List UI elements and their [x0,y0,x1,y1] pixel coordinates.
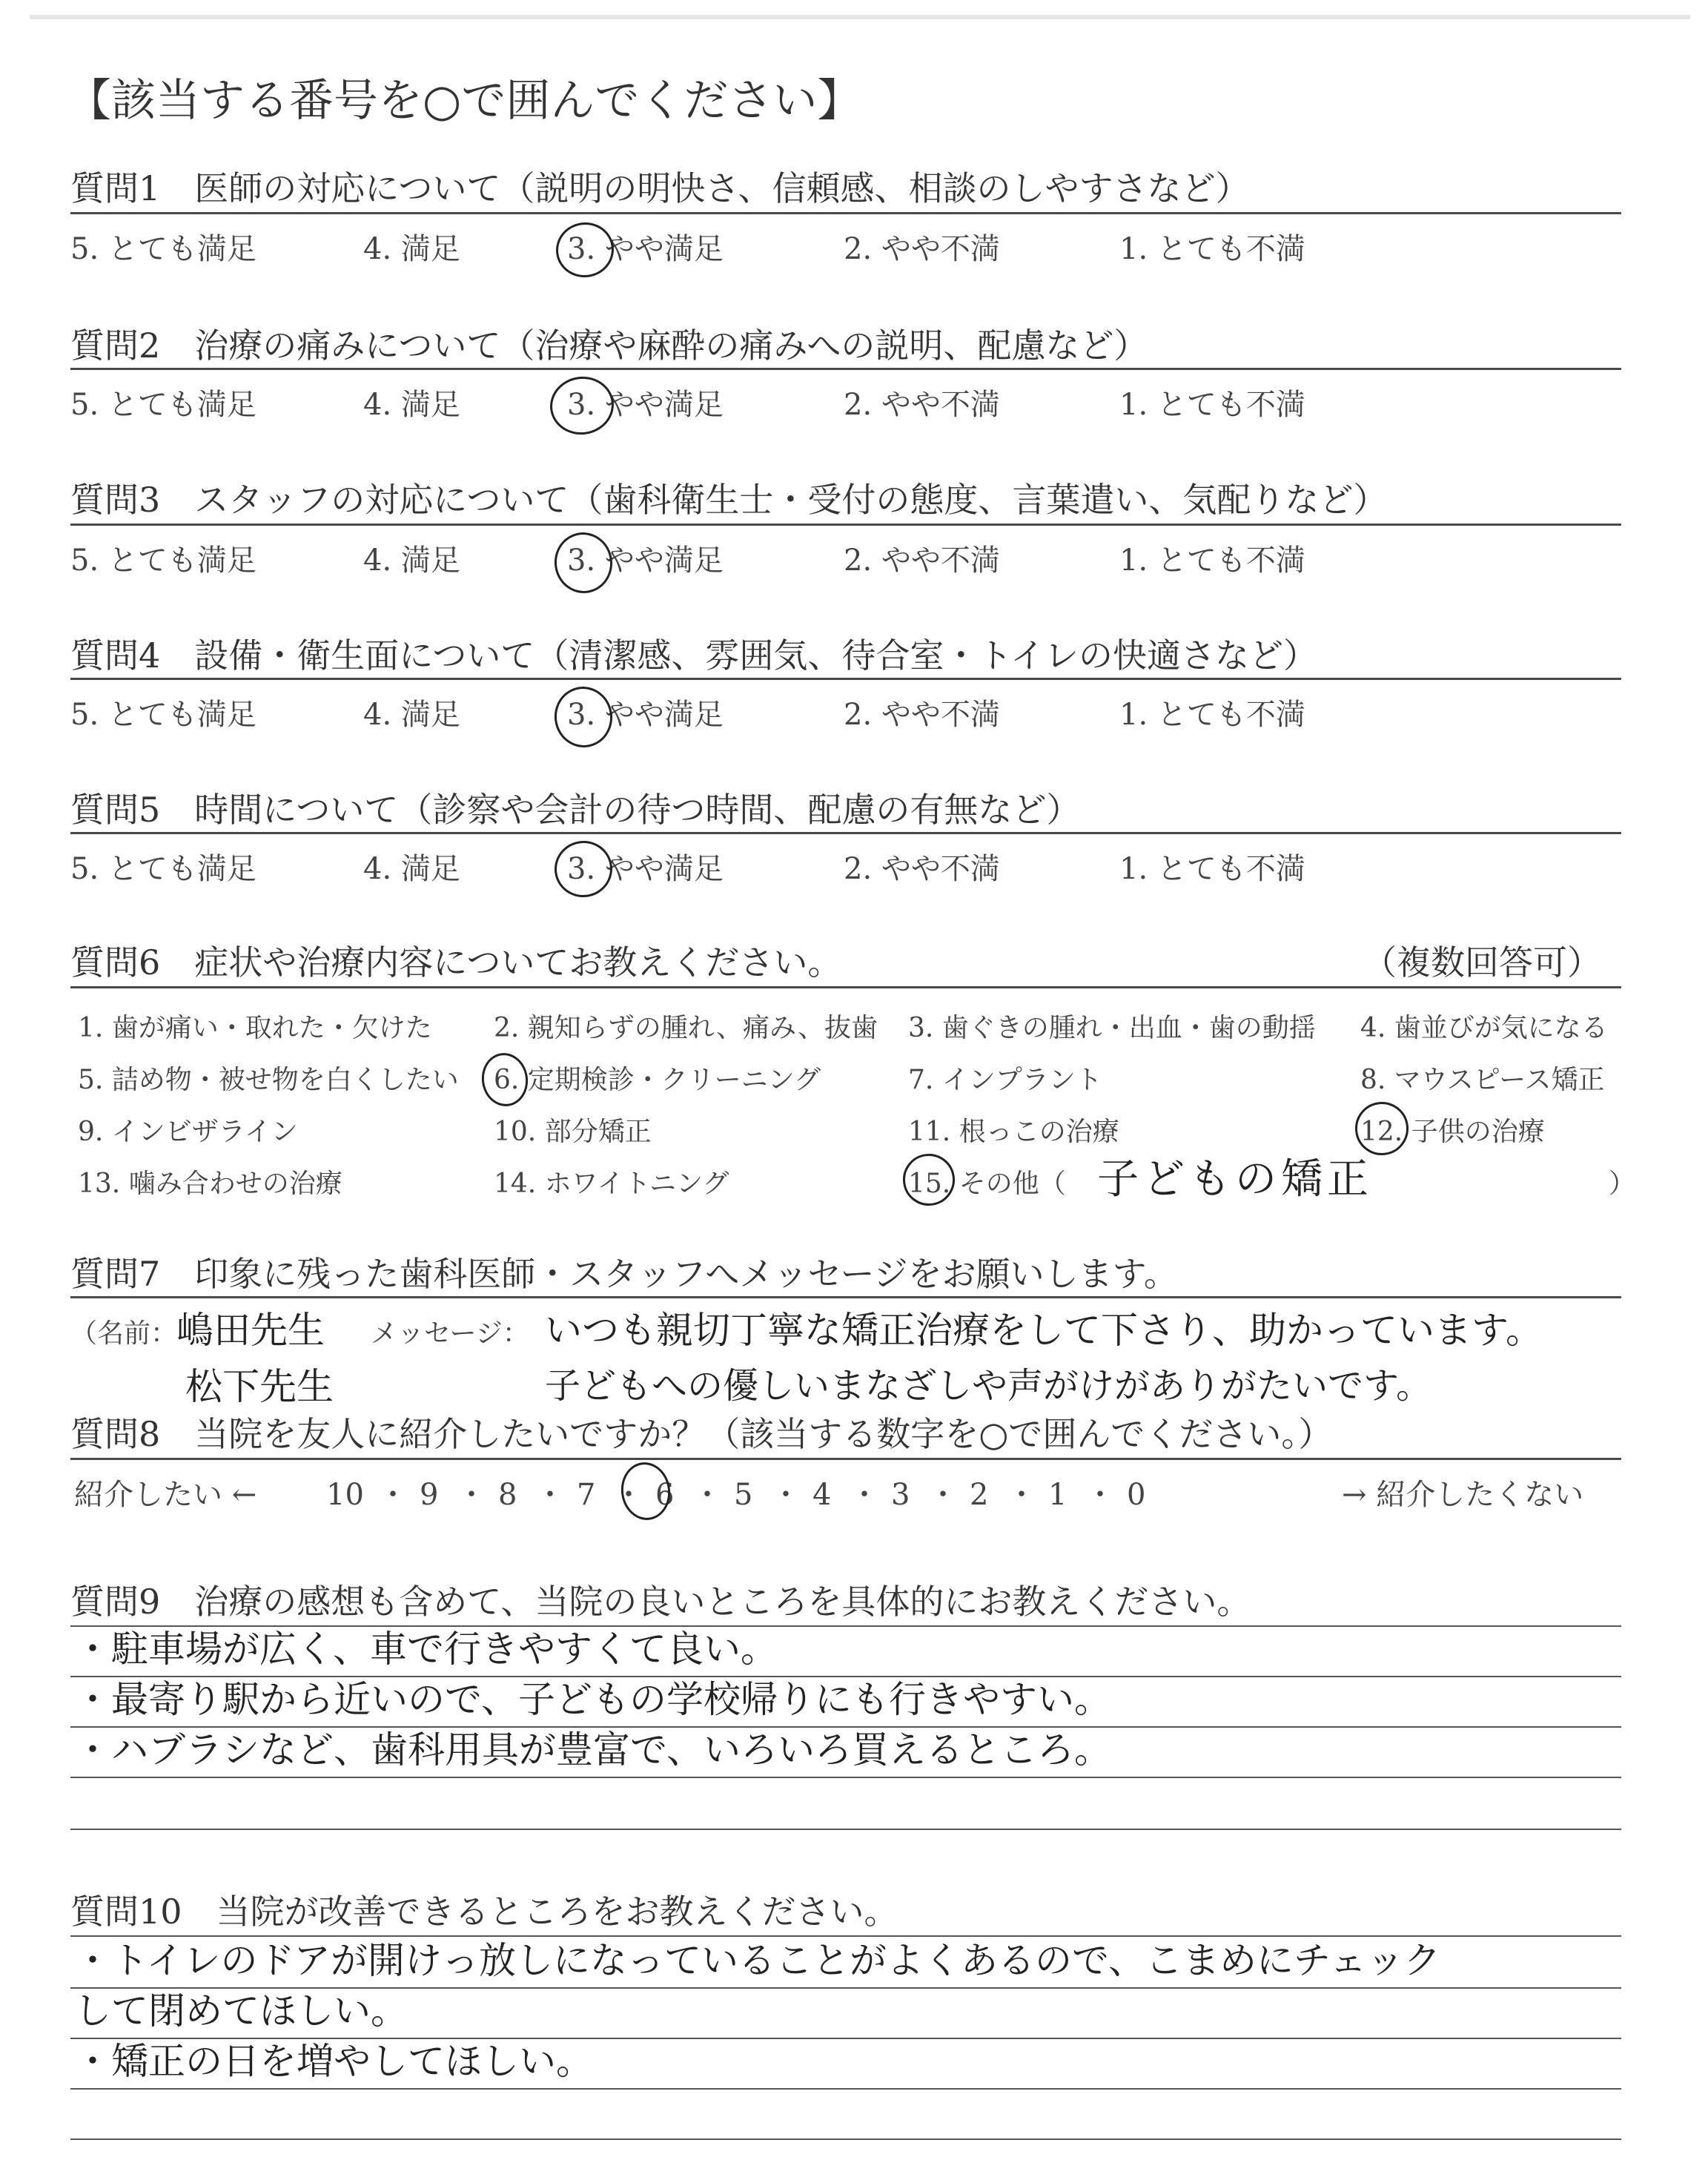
q8-scale-4[interactable]: 4 [812,1478,832,1512]
scan-top-edge [30,15,1690,19]
q9-line-5 [70,1829,1621,1830]
q8-heading: 質問8 当院を友人に紹介したいですか？（該当する数字を○で囲んでください。） [70,1414,1333,1454]
q4-opt4[interactable]: 4. 満足 [363,698,460,732]
q7-heading: 質問7 印象に残った歯科医師・スタッフへメッセージをお願いします。 [70,1254,1178,1294]
q7-message-1: いつも親切丁寧な矯正治療をして下さり、助かっています。 [545,1309,1543,1352]
q2-opt3[interactable]: 3. やや満足 [567,388,724,422]
q6-item-8[interactable]: 8. マウスピース矯正 [1360,1065,1605,1095]
q8-dot: ・ [692,1478,722,1512]
q6-item-6[interactable]: 6. 定期検診・クリーニング [494,1065,821,1095]
q5-rule [70,832,1621,834]
q7-name-label: （名前： [70,1318,178,1349]
q1-heading: 質問1 医師の対応について（説明の明快さ、信頼感、相談のしやすさなど） [70,168,1250,208]
q6-heading: 質問6 症状や治療内容についてお教えください。 [70,942,842,982]
q2-opt4[interactable]: 4. 満足 [363,388,460,422]
q6-item-13[interactable]: 13. 噛み合わせの治療 [78,1169,342,1199]
q6-item-2[interactable]: 2. 親知らずの腫れ、痛み、抜歯 [494,1013,878,1043]
q2-opt1[interactable]: 1. とても不満 [1119,388,1305,422]
q2-opt2[interactable]: 2. やや不満 [844,388,1000,422]
q8-scale-8[interactable]: 8 [498,1478,517,1512]
q8-dot: ・ [378,1478,408,1512]
q4-opt2[interactable]: 2. やや不満 [844,698,1000,732]
q10-heading: 質問10 当院が改善できるところをお教えください。 [70,1892,898,1932]
q3-opt1[interactable]: 1. とても不満 [1119,544,1305,578]
q4-rule [70,678,1621,680]
q8-scale-7[interactable]: 7 [577,1478,596,1512]
q8-dot: ・ [1085,1478,1115,1512]
q6-item-11[interactable]: 11. 根っこの治療 [908,1117,1119,1147]
q8-scale-1[interactable]: 1 [1048,1478,1068,1512]
q6-rule [70,986,1621,988]
q8-dot: ・ [1007,1478,1036,1512]
q4-opt1[interactable]: 1. とても不満 [1119,698,1305,732]
q2-heading: 質問2 治療の痛みについて（治療や麻酔の痛みへの説明、配慮など） [70,326,1148,366]
q7-name-1: 嶋田先生 [176,1309,325,1352]
q9-answer-1: ・駐車場が広く、車で行きやすくて良い。 [74,1628,778,1671]
q5-opt5[interactable]: 5. とても満足 [70,852,256,886]
q10-answer-1: ・トイレのドアが開けっ放しになっていることがよくあるので、こまめにチェック [74,1939,1441,1982]
q8-scale-0[interactable]: 0 [1127,1478,1146,1512]
q7-rule [70,1296,1621,1298]
q6-item-15-close: ） [1609,1169,1636,1199]
q9-heading: 質問9 治療の感想も含めて、当院の良いところを具体的にお教えください。 [70,1582,1251,1622]
q10-line-5 [70,2138,1621,2140]
q6-item-5[interactable]: 5. 詰め物・被せ物を白くしたい [78,1065,459,1095]
q6-item-15[interactable]: 15. その他（ [908,1169,1066,1199]
q8-scale-3[interactable]: 3 [891,1478,910,1512]
q6-item-14[interactable]: 14. ホワイトニング [494,1169,729,1199]
q6-item-1[interactable]: 1. 歯が痛い・取れた・欠けた [78,1013,432,1043]
q6-item-7[interactable]: 7. インプラント [908,1065,1102,1095]
q8-scale-2[interactable]: 2 [970,1478,989,1512]
q6-item-12[interactable]: 12. 子供の治療 [1360,1117,1545,1147]
q8-answer-circle [618,1459,674,1523]
q3-rule [70,524,1621,526]
q3-heading: 質問3 スタッフの対応について（歯科衛生士・受付の態度、言葉遣い、気配りなど） [70,480,1388,520]
q4-opt3[interactable]: 3. やや満足 [567,698,724,732]
q8-rule [70,1458,1621,1460]
q5-heading: 質問5 時間について（診察や会計の待つ時間、配慮の有無など） [70,790,1081,830]
q5-opt1[interactable]: 1. とても不満 [1119,852,1305,886]
q1-opt3[interactable]: 3. やや満足 [567,232,724,266]
q1-opt4[interactable]: 4. 満足 [363,232,460,266]
q6-item-3[interactable]: 3. 歯ぐきの腫れ・出血・歯の動揺 [908,1013,1316,1043]
q9-answer-2: ・最寄り駅から近いので、子どもの学校帰りにも行きやすい。 [74,1678,1111,1721]
q8-dot: ・ [928,1478,958,1512]
q5-opt2[interactable]: 2. やや不満 [844,852,1000,886]
q1-rule [70,212,1621,214]
q7-name-2: 松下先生 [185,1365,334,1408]
q8-dot: ・ [850,1478,879,1512]
q8-scale [326,1471,1164,1513]
q6-item-9[interactable]: 9. インビザライン [78,1117,298,1147]
q8-dot: ・ [457,1478,486,1512]
q9-answer-3: ・ハブラシなど、歯科用具が豊富で、いろいろ買えるところ。 [74,1728,1111,1771]
q8-scale-10[interactable]: 10 [326,1478,364,1512]
q1-opt1[interactable]: 1. とても不満 [1119,232,1305,266]
q4-opt5[interactable]: 5. とても満足 [70,698,256,732]
q8-scale-5[interactable]: 5 [734,1478,753,1512]
q3-opt3[interactable]: 3. やや満足 [567,544,724,578]
q5-opt3[interactable]: 3. やや満足 [567,852,724,886]
q3-opt5[interactable]: 5. とても満足 [70,544,256,578]
q8-scale-9[interactable]: 9 [420,1478,439,1512]
q6-item-4[interactable]: 4. 歯並びが気になる [1360,1013,1608,1043]
q5-opt4[interactable]: 4. 満足 [363,852,460,886]
q7-message-label: メッセージ： [371,1318,529,1349]
q8-dot: ・ [535,1478,565,1512]
q8-dot: ・ [614,1478,643,1512]
q10-answer-2: して閉めてほしい。 [74,1989,408,2032]
q8-scale-6[interactable]: 6 [655,1478,675,1512]
q1-opt2[interactable]: 2. やや不満 [844,232,1000,266]
q8-dot: ・ [771,1478,801,1512]
q2-opt5[interactable]: 5. とても満足 [70,388,256,422]
q10-line-4 [70,2088,1621,2090]
q6-item-10[interactable]: 10. 部分矯正 [494,1117,652,1147]
q3-opt4[interactable]: 4. 満足 [363,544,460,578]
q7-message-2: 子どもへの優しいまなざしや声がけがありがたいです。 [545,1365,1432,1407]
q6-other-handwritten: 子どもの矯正 [1097,1155,1373,1203]
q8-right-label: → 紹介したくない [1342,1478,1584,1512]
q8-left-label: 紹介したい ← [74,1478,257,1512]
q2-rule [70,368,1621,370]
page-title: 【該当する番号を○で囲んでください】 [67,75,862,127]
q3-opt2[interactable]: 2. やや不満 [844,544,1000,578]
q1-opt5[interactable]: 5. とても満足 [70,232,256,266]
q9-line-4 [70,1777,1621,1778]
q4-heading: 質問4 設備・衛生面について（清潔感、雰囲気、待合室・トイレの快適さなど） [70,635,1318,676]
q10-answer-3: ・矯正の日を増やしてほしい。 [74,2040,593,2083]
q6-multiple-note: （複数回答可） [1363,942,1601,982]
